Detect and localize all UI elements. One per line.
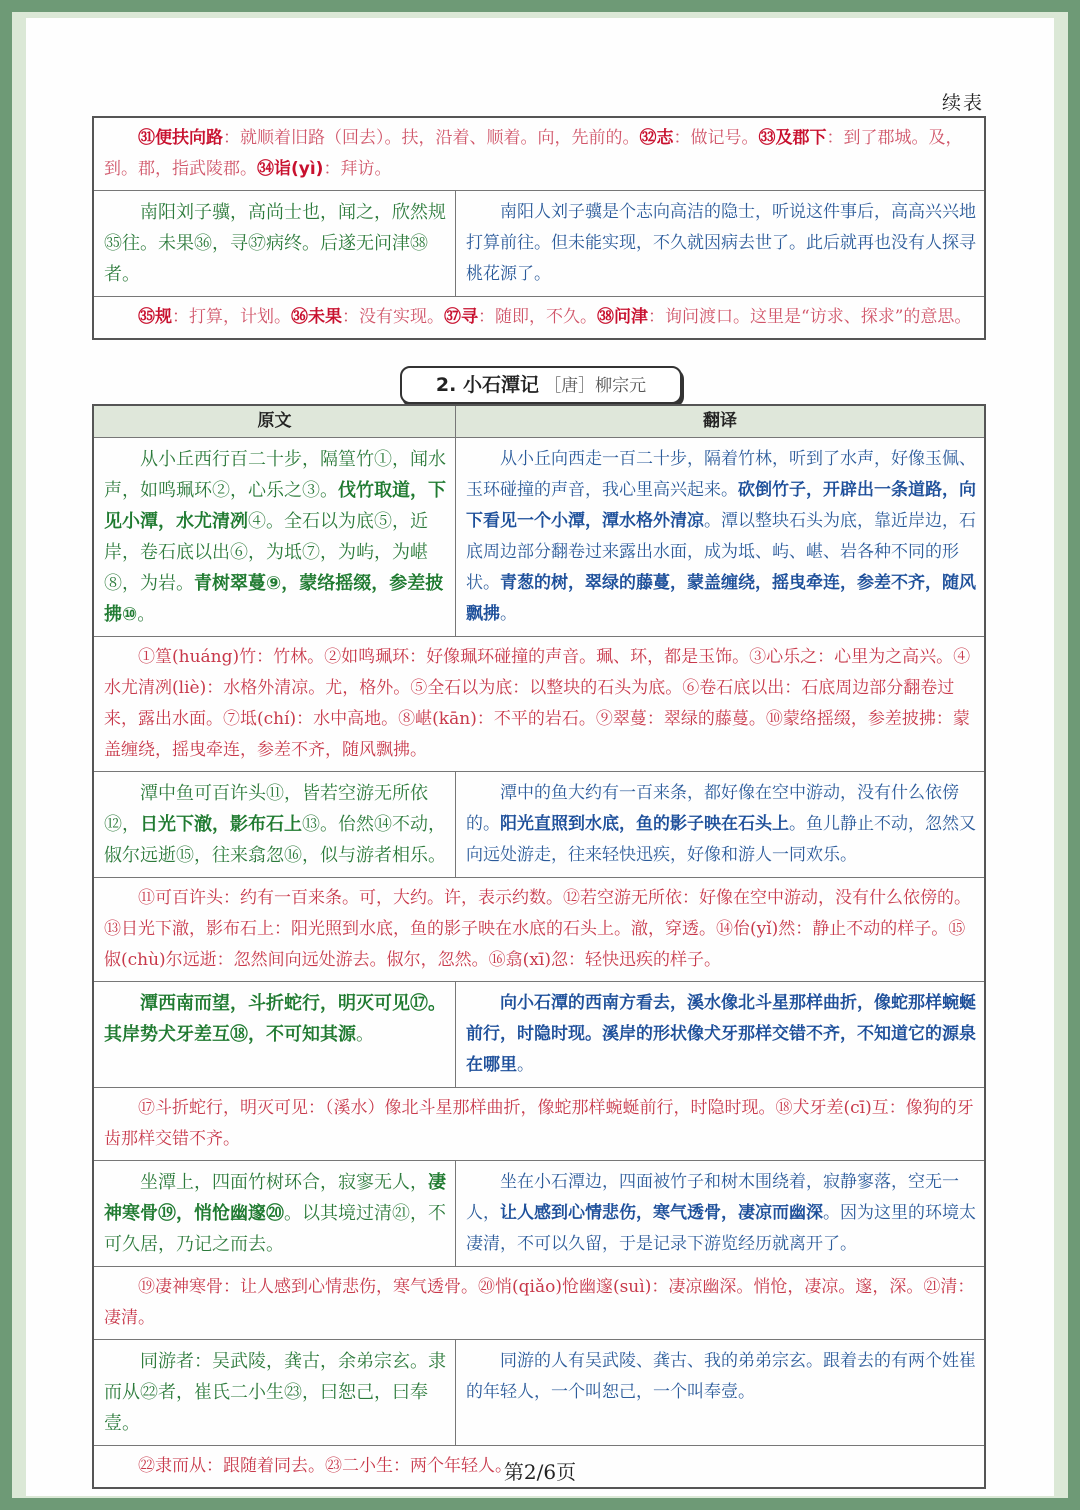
translation-key-text: 砍倒竹子，开辟出一条道路，向下看见一个小潭，潭水格外清凉	[466, 480, 976, 531]
note-row	[94, 877, 984, 981]
note-row	[94, 1266, 984, 1339]
translation-cell	[456, 982, 984, 1087]
translation-text: 同游的人有吴武陵、龚古、我的弟弟宗玄。跟着去的有两个姓崔的年轻人，一个叫恕己，一个叫奉壹。	[466, 1351, 976, 1402]
note-text: ：拜访。	[323, 159, 392, 179]
note-cell: ⑪可百许头：约有一百来条。可，大约。许，表示约数。⑫若空游无所依：好像在空中游动，没有什么依傍的。⑬日光下澈，影布石上：阳光照到水底，鱼的影子映在水底的石头上。澈，穿透。⑭佁(yǐ)然：静止不动的样子。⑮俶(chù)尔远逝：忽然间向远处游去。俶尔，忽然。⑯翕(xī)忽：轻快迅疾的样子。	[104, 888, 971, 970]
translation-key-text: 向小石潭的西南方看去，溪水像北斗星那样曲折，像蛇那样蜿蜒前行，时隐时现。溪岸的形状像犬牙那样交错不齐，不知道它的源泉在哪里	[466, 993, 976, 1075]
original-text-cell	[94, 982, 456, 1087]
original-key-text: 青树翠蔓⑨，蒙络摇缀，参差披拂⑩	[104, 573, 444, 625]
section-author: ［唐］柳宗元	[544, 376, 647, 396]
original-text: 同游者：吴武陵，龚古，余弟宗玄。隶而从㉒者，崔氏二小生㉓，曰恕己，曰奉壹。	[104, 1351, 446, 1434]
note-cell: ①篁(huáng)竹：竹林。②如鸣珮环：好像珮环碰撞的声音。珮、环，都是玉饰。③心乐之：心里为之高兴。④水尤清冽(liè)：水格外清凉。尤，格外。⑤全石以为底：以整块的石头为底。⑥卷石底以出：石底周边部分翻卷过来，露出水面。⑦坻(chí)：水中高地。⑧嵁(kān)：不平的岩石。⑨翠蔓：翠绿的藤蔓。⑩蒙络摇缀，参差披拂：蒙盖缠绕，摇曳牵连，参差不齐，随风飘拂。	[104, 647, 971, 760]
translation-text: 坐在小石潭边，四面被竹子和树木围绕着，寂静寥落，空无一人，	[466, 1172, 959, 1223]
translation-cell	[456, 1340, 984, 1445]
document-page	[26, 18, 1054, 1496]
translation-key-text: 阳光直照到水底，鱼的影子映在石头上	[500, 814, 789, 834]
translation-key-text: 青葱的树，翠绿的藤蔓，蒙盖缠绕，摇曳牵连，参差不齐，随风飘拂	[466, 573, 976, 624]
original-text-cell: 南阳刘子骥，高尚士也，闻之，欣然规㉟往。未果㊱，寻㊲病终。后遂无问津㊳者。	[94, 191, 456, 296]
original-key-text: 凄神寒骨⑲，悄怆幽邃⑳	[104, 1172, 446, 1224]
text-row	[94, 190, 984, 296]
column-header-translation: 翻译	[703, 411, 737, 431]
text-row	[94, 771, 984, 877]
translation-text: 。鱼儿静止不动，忽然又向远处游走，往来轻快迅疾，好像和游人一同欢乐。	[466, 814, 976, 865]
original-text: ⑬。佁然⑭不动，俶尔远逝⑮，往来翕忽⑯，似与游者相乐。	[104, 814, 446, 866]
translation-cell	[456, 438, 984, 636]
translation-text: 从小丘向西走一百二十步，隔着竹林，听到了水声，好像玉佩、玉环碰撞的声音，我心里高兴起来。	[466, 449, 976, 500]
note-cell: ⑰斗折蛇行，明灭可见：（溪水）像北斗星那样曲折，像蛇那样蜿蜒前行，时隐时现。⑱犬牙差(cī)互：像狗的牙齿那样交错不齐。	[104, 1098, 974, 1149]
original-text: 。以其境过清㉑，不可久居，乃记之而去。	[104, 1203, 446, 1255]
original-text: 。	[137, 604, 156, 625]
original-text: 从小丘西行百二十步，隔篁竹①，闻水声，如鸣珮环②，心乐之③。	[104, 449, 446, 501]
note-term: ㊳问津	[597, 307, 648, 327]
text-row	[94, 981, 984, 1087]
original-text: ④。全石以为底⑤，近岸，卷石底以出⑥，为坻⑦，为屿，为嵁⑧，为岩。	[104, 511, 428, 594]
continued-label: 续表	[941, 92, 984, 114]
original-text-cell	[94, 772, 456, 877]
original-key-text: 伐竹取道，下见小潭，水尤清冽	[104, 480, 446, 532]
note-term: ㉞诣(yì)	[257, 159, 324, 179]
note-text: ：没有实现。	[342, 307, 444, 327]
continued-table	[92, 116, 986, 340]
original-key-text: 日光下澈，影布石上	[140, 814, 302, 835]
note-cell: ㉒隶而从：跟随着同去。㉓二小生：两个年轻人。	[138, 1456, 512, 1476]
section-title: 2. 小石潭记	[435, 374, 539, 396]
text-row	[94, 438, 984, 636]
note-row	[94, 118, 984, 190]
translation-key-text: 让人感到心情悲伤，寒气透骨，凄凉而幽深	[500, 1203, 823, 1223]
note-text: ：随即，不久。	[478, 307, 597, 327]
note-cell	[94, 297, 979, 338]
translation-text: 。	[500, 604, 517, 624]
text-row	[94, 1160, 984, 1266]
original-text: 。	[356, 1024, 374, 1045]
note-text: ：到了郡城。及，到。郡，指武陵郡。	[104, 128, 963, 179]
original-text: 坐潭上，四面竹树环合，寂寥无人，	[140, 1172, 428, 1193]
translation-text: 潭中的鱼大约有一百来条，都好像在空中游动，没有什么依傍的。	[466, 783, 959, 834]
note-term: ㉛便扶向路	[138, 128, 223, 148]
note-term: ㉜志	[639, 128, 674, 148]
note-term: ㉟规	[138, 307, 172, 327]
text-row	[94, 1339, 984, 1445]
translation-cell	[456, 1161, 984, 1266]
translation-text: 。潭以整块石头为底，靠近岸边，石底周边部分翻卷过来露出水面，成为坻、屿、嵁、岩各种不同的形状。	[466, 511, 976, 593]
note-term: ㊱未果	[291, 307, 342, 327]
note-cell: ⑲凄神寒骨：让人感到心情悲伤，寒气透骨。⑳悄(qiǎo)怆幽邃(suì)：凄凉幽深。悄怆，凄凉。邃，深。㉑清：凄清。	[104, 1277, 975, 1328]
note-term: ㉝及郡下	[758, 128, 827, 148]
note-row	[94, 636, 984, 771]
original-text-cell	[94, 438, 456, 636]
note-term: ㊲寻	[444, 307, 478, 327]
translation-text: 。	[517, 1055, 534, 1075]
original-text-cell	[94, 1161, 456, 1266]
note-text: ：就顺着旧路（回去）。扶，沿着、顺着。向，先前的。	[223, 128, 640, 148]
note-row	[94, 1087, 984, 1160]
page-number: 第2/6页	[503, 1460, 577, 1484]
original-text-cell	[94, 1340, 456, 1445]
translation-cell	[456, 772, 984, 877]
column-header-original: 原文	[94, 406, 456, 437]
original-text: 潭中鱼可百许头⑪，皆若空游无所依⑫，	[104, 783, 428, 835]
main-table	[92, 404, 986, 1489]
section-title-box	[400, 366, 682, 404]
note-text: ：做记号。	[673, 128, 759, 148]
note-cell	[94, 118, 984, 190]
original-key-text: 潭西南而望，斗折蛇行，明灭可见⑰。其岸势犬牙差互⑱，不可知其源	[104, 993, 446, 1045]
note-row	[94, 296, 984, 338]
note-text: ：打算，计划。	[172, 307, 291, 327]
translation-cell: 南阳人刘子骥是个志向高洁的隐士，听说这件事后，高高兴兴地打算前往。但未能实现，不久就因病去世了。此后就再也没有人探寻桃花源了。	[466, 202, 976, 284]
note-text: ：询问渡口。这里是“访求、探求”的意思。	[648, 307, 972, 327]
translation-text: 。因为这里的环境太凄清，不可以久留，于是记录下游览经历就离开了。	[466, 1203, 976, 1254]
table-header	[94, 406, 984, 438]
